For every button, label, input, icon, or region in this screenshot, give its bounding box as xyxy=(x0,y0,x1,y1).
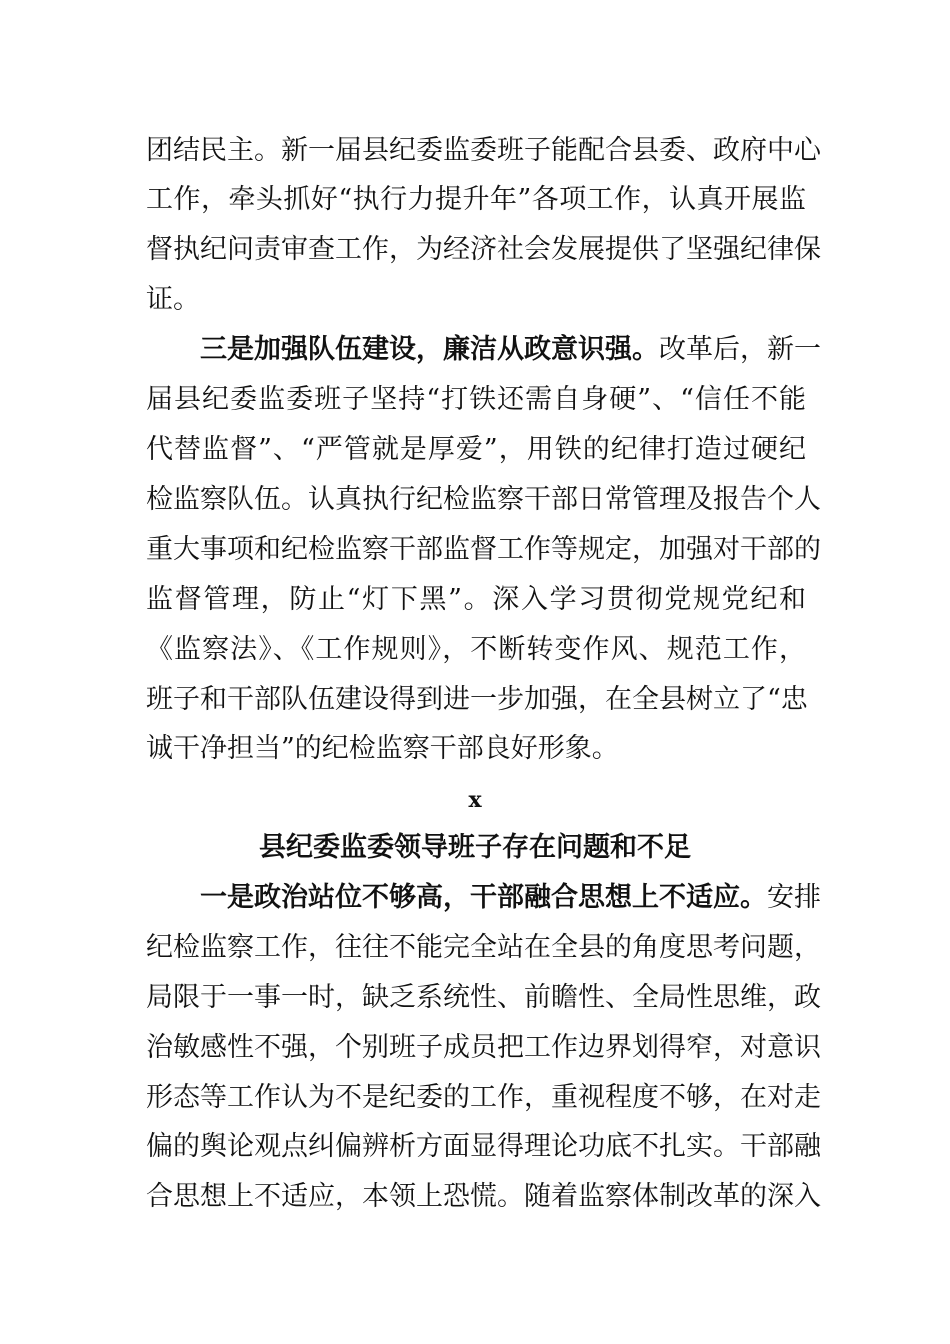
paragraph2-heading: 三是加强队伍建设，廉洁从政意识强。 xyxy=(200,334,659,365)
paragraph2-line-3: 代替监督”、“严管就是厚爱”，用铁的纪律打造过硬纪 xyxy=(146,434,806,465)
paragraph3-heading: 一是政治站位不够高，干部融合思想上不适应。 xyxy=(200,882,767,913)
section-title: 县纪委监委领导班子存在问题和不足 xyxy=(259,832,691,863)
paragraph2-first-line-rest: 改革后，新一 xyxy=(659,334,821,365)
paragraph2-line-7: 《监察法》、《工作规则》，不断转变作风、规范工作， xyxy=(146,634,806,665)
paragraph3-line-3: 局限于一事一时，缺乏系统性、前瞻性、全局性思维，政 xyxy=(146,982,821,1013)
paragraph2-line-2: 届县纪委监委班子坚持“打铁还需自身硬”、“信任不能 xyxy=(146,384,806,415)
paragraph1-line-4: 证。 xyxy=(146,284,200,315)
paragraph2-line-5: 重大事项和纪检监察干部监督工作等规定，加强对干部的 xyxy=(146,534,821,565)
paragraph2-line-4: 检监察队伍。认真执行纪检监察干部日常管理及报告个人 xyxy=(146,484,821,515)
paragraph1-line-2: 工作，牵头抓好“执行力提升年”各项工作，认真开展监 xyxy=(146,184,806,215)
paragraph3-first-line xyxy=(200,878,821,918)
section-separator: x xyxy=(468,787,482,813)
paragraph1-line-3: 督执纪问责审查工作，为经济社会发展提供了坚强纪律保 xyxy=(146,234,821,265)
paragraph2-line-6: 监督管理，防止“灯下黑”。深入学习贯彻党规党纪和 xyxy=(146,584,806,615)
paragraph3-line-2: 纪检监察工作，往往不能完全站在全县的角度思考问题， xyxy=(146,932,821,963)
paragraph1-line-1: 团结民主。新一届县纪委监委班子能配合县委、政府中心 xyxy=(146,135,821,166)
paragraph3-first-line-rest: 安排 xyxy=(767,882,821,913)
paragraph3-line-6: 偏的舆论观点纠偏辨析方面显得理论功底不扎实。干部融 xyxy=(146,1131,821,1162)
paragraph3-line-7: 合思想上不适应，本领上恐慌。随着监察体制改革的深入 xyxy=(146,1181,821,1212)
paragraph2-line-9: 诚干净担当”的纪检监察干部良好形象。 xyxy=(146,733,619,764)
paragraph2-line-8: 班子和干部队伍建设得到进一步加强，在全县树立了“忠 xyxy=(146,684,808,715)
paragraph3-line-5: 形态等工作认为不是纪委的工作，重视程度不够，在对走 xyxy=(146,1082,821,1113)
paragraph2-first-line xyxy=(200,330,821,370)
paragraph3-line-4: 治敏感性不强，个别班子成员把工作边界划得窄，对意识 xyxy=(146,1032,821,1063)
